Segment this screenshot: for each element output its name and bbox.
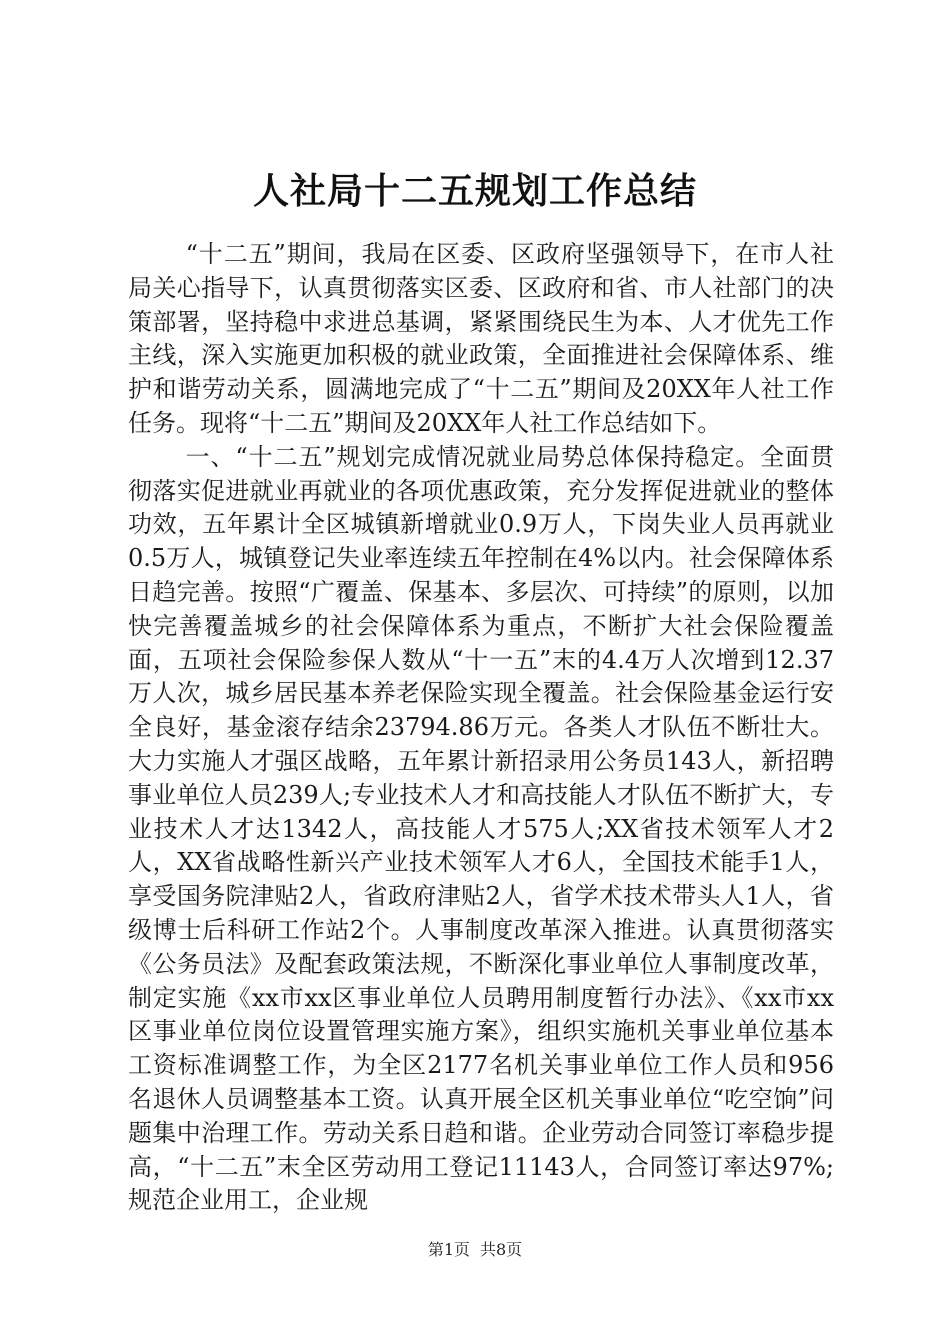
paragraph-section-one: 一、“十二五”规划完成情况就业局势总体保持稳定。全面贯彻落实促进就业再就业的各项优惠政策，充分发挥促进就业的整体功效，五年累计全区城镇新增就业0.9万人，下岗失业人员再就业0.5万人，城镇登记失业率连续五年控制在4%以内。社会保障体系日趋完善。按照“广覆盖、保基本、多层次、可持续”的原则，以加快完善覆盖城乡的社会保障体系为重点，不断扩大社会保险覆盖面，五项社会保险参保人数从“十一五”末的4.4万人次增到12.37万人次，城乡居民基本养老保险实现全覆盖。社会保险基金运行安全良好，基金滚存结余23794.86万元。各类人才队伍不断壮大。大力实施人才强区战略，五年累计新招录用公务员143人，新招聘事业单位人员239人;专业技术人才和高技能人才队伍不断扩大，专业技术人才达1342人，高技能人才575人;XX省技术领军人才2人，XX省战略性新兴产业技术领军人才6人，全国技术能手1人，享受国务院津贴2人，省政府津贴2人，省学术技术带头人1人，省级博士后科研工作站2个。人事制度改革深入推进。认真贯彻落实《公务员法》及配套政策法规，不断深化事业单位人事制度改革，制定实施《xx市xx区事业单位人员聘用制度暂行办法》、《xx市xx区事业单位岗位设置管理实施方案》，组织实施机关事业单位基本工资标准调整工作，为全区2177名机关事业单位工作人员和956名退休人员调整基本工资。认真开展全区机关事业单位“吃空饷”问题集中治理工作。劳动关系日趋和谐。企业劳动合同签订率稳步提高，“十二五”末全区劳动用工登记11143人，合同签订率达97%;规范企业用工，企业规 — [128, 442, 834, 1215]
page-footer — [0, 1237, 950, 1260]
document-body — [128, 238, 834, 1218]
paragraph-intro: “十二五”期间，我局在区委、区政府坚强领导下，在市人社局关心指导下，认真贯彻落实区委、区政府和省、市人社部门的决策部署，坚持稳中求进总基调，紧紧围绕民生为本、人才优先工作主线，深入实施更加积极的就业政策，全面推进社会保障体系、维护和谐劳动关系，圆满地完成了“十二五”期间及20XX年人社工作任务。现将“十二五”期间及20XX年人社工作总结如下。 — [128, 240, 834, 437]
document-title: 人社局十二五规划工作总结 — [252, 171, 697, 212]
page-number: 第1页 — [427, 1240, 470, 1259]
page-total: 共8页 — [480, 1240, 523, 1259]
